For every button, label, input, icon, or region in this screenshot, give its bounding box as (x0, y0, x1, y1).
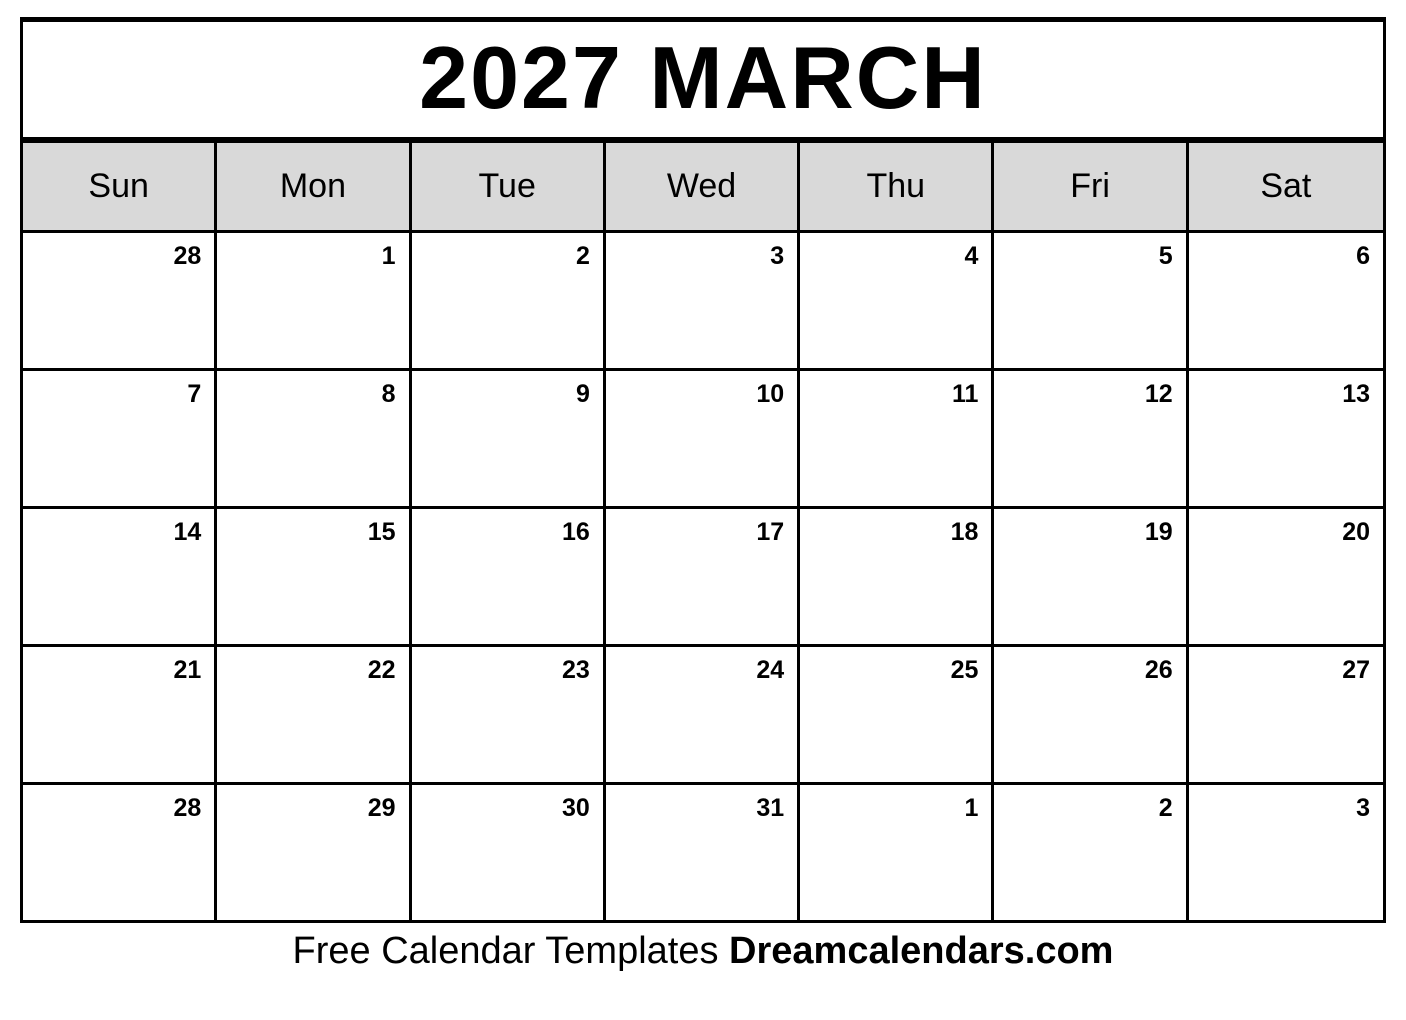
date-cell: 6 (1189, 233, 1383, 371)
day-header-sat: Sat (1189, 143, 1383, 233)
date-cell: 16 (412, 509, 606, 647)
footer (0, 930, 1406, 973)
date-cell: 3 (606, 233, 800, 371)
day-header-thu: Thu (800, 143, 994, 233)
date-cell: 24 (606, 647, 800, 785)
date-cell: 7 (23, 371, 217, 509)
date-cell: 13 (1189, 371, 1383, 509)
day-header-tue: Tue (412, 143, 606, 233)
date-cell: 28 (23, 785, 217, 923)
date-cell: 2 (412, 233, 606, 371)
date-cell: 22 (217, 647, 411, 785)
date-cell: 30 (412, 785, 606, 923)
date-cell: 8 (217, 371, 411, 509)
day-header-wed: Wed (606, 143, 800, 233)
calendar-grid (20, 140, 1386, 923)
date-cell: 31 (606, 785, 800, 923)
date-cell: 27 (1189, 647, 1383, 785)
date-cell: 26 (994, 647, 1188, 785)
date-cell: 17 (606, 509, 800, 647)
date-cell: 29 (217, 785, 411, 923)
date-cell: 1 (217, 233, 411, 371)
date-cell: 4 (800, 233, 994, 371)
calendar-title: 2027 MARCH (419, 27, 987, 127)
date-cell: 10 (606, 371, 800, 509)
date-cell: 3 (1189, 785, 1383, 923)
day-header-sun: Sun (23, 143, 217, 233)
date-cell: 14 (23, 509, 217, 647)
date-cell: 23 (412, 647, 606, 785)
date-cell: 5 (994, 233, 1188, 371)
day-header-mon: Mon (217, 143, 411, 233)
date-cell: 21 (23, 647, 217, 785)
date-cell: 28 (23, 233, 217, 371)
date-cell: 15 (217, 509, 411, 647)
footer-brand: Dreamcalendars.com (729, 930, 1114, 972)
date-cell: 11 (800, 371, 994, 509)
footer-text: Free Calendar Templates (292, 930, 719, 972)
date-cell: 25 (800, 647, 994, 785)
date-cell: 12 (994, 371, 1188, 509)
date-cell: 18 (800, 509, 994, 647)
date-cell: 2 (994, 785, 1188, 923)
calendar-title-box (20, 17, 1386, 140)
date-cell: 19 (994, 509, 1188, 647)
date-cell: 20 (1189, 509, 1383, 647)
day-header-fri: Fri (994, 143, 1188, 233)
date-cell: 1 (800, 785, 994, 923)
date-cell: 9 (412, 371, 606, 509)
